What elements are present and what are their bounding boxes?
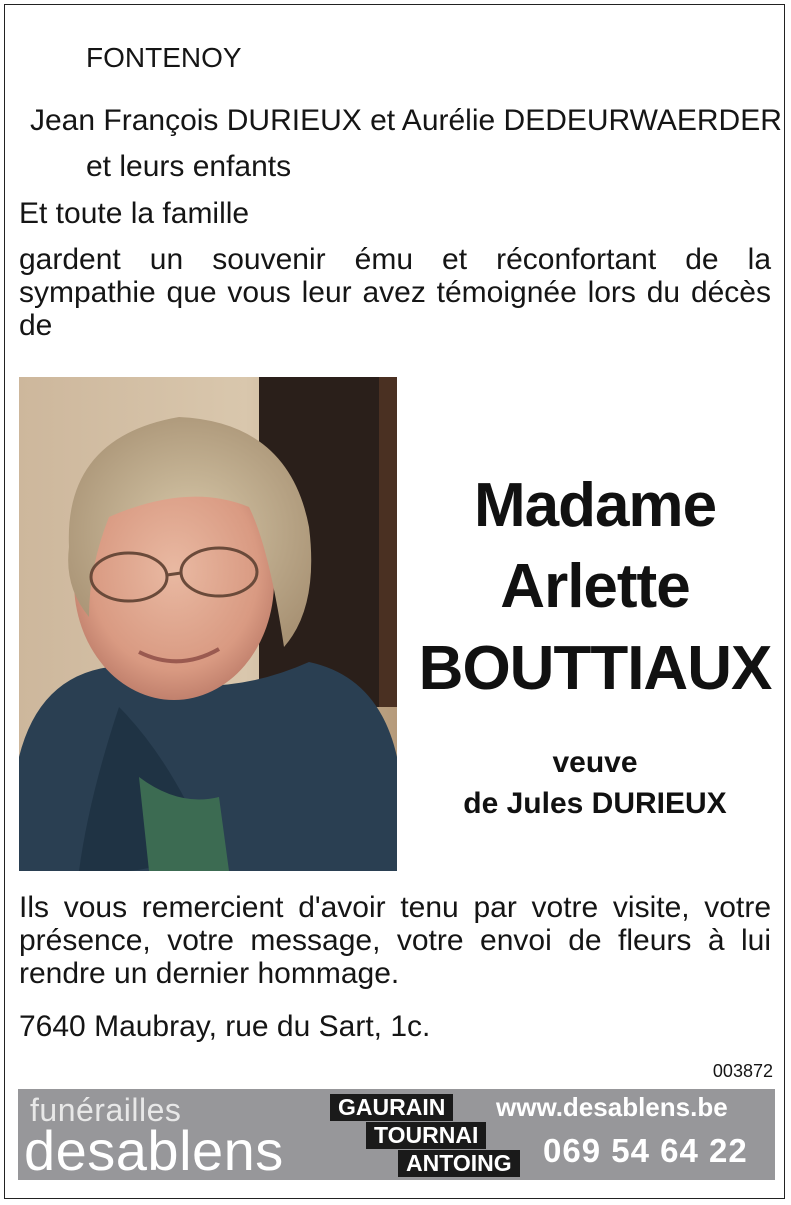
status-line-2: de Jules DURIEUX	[463, 787, 727, 820]
status-line-1: veuve	[552, 746, 638, 779]
brand-tagline: funérailles	[30, 1092, 182, 1128]
city-antoing: ANTOING	[398, 1150, 520, 1177]
intro-paragraph: gardent un souvenir ému et réconfortant de la sympathie que vous leur avez témoignée lors du décès de	[19, 243, 771, 342]
location-heading: FONTENOY	[86, 42, 242, 73]
city-tournai: TOURNAI	[366, 1122, 486, 1149]
website-link[interactable]: www.desablens.be	[496, 1092, 728, 1122]
city-gaurain: GAURAIN	[330, 1094, 453, 1121]
family-line-2: et leurs enfants	[86, 150, 292, 183]
brand-name: desablens	[24, 1119, 284, 1182]
deceased-first-name: Arlette	[500, 552, 690, 621]
address: 7640 Maubray, rue du Sart, 1c.	[19, 1010, 431, 1043]
reference-number: 003872	[712, 1061, 773, 1081]
family-line-3: Et toute la famille	[19, 197, 250, 230]
family-line-1: Jean François DURIEUX et Aurélie DEDEURWAERDER	[30, 104, 782, 137]
deceased-title: Madame	[473, 471, 717, 540]
thanks-paragraph: Ils vous remercient d'avoir tenu par votre visite, votre présence, votre message, votre envoi de fleurs à lui rendre un dernier hommage.	[19, 891, 771, 990]
portrait-photo	[19, 377, 397, 871]
phone-number: 069 54 64 22	[543, 1132, 748, 1169]
deceased-last-name: BOUTTIAUX	[418, 634, 772, 703]
